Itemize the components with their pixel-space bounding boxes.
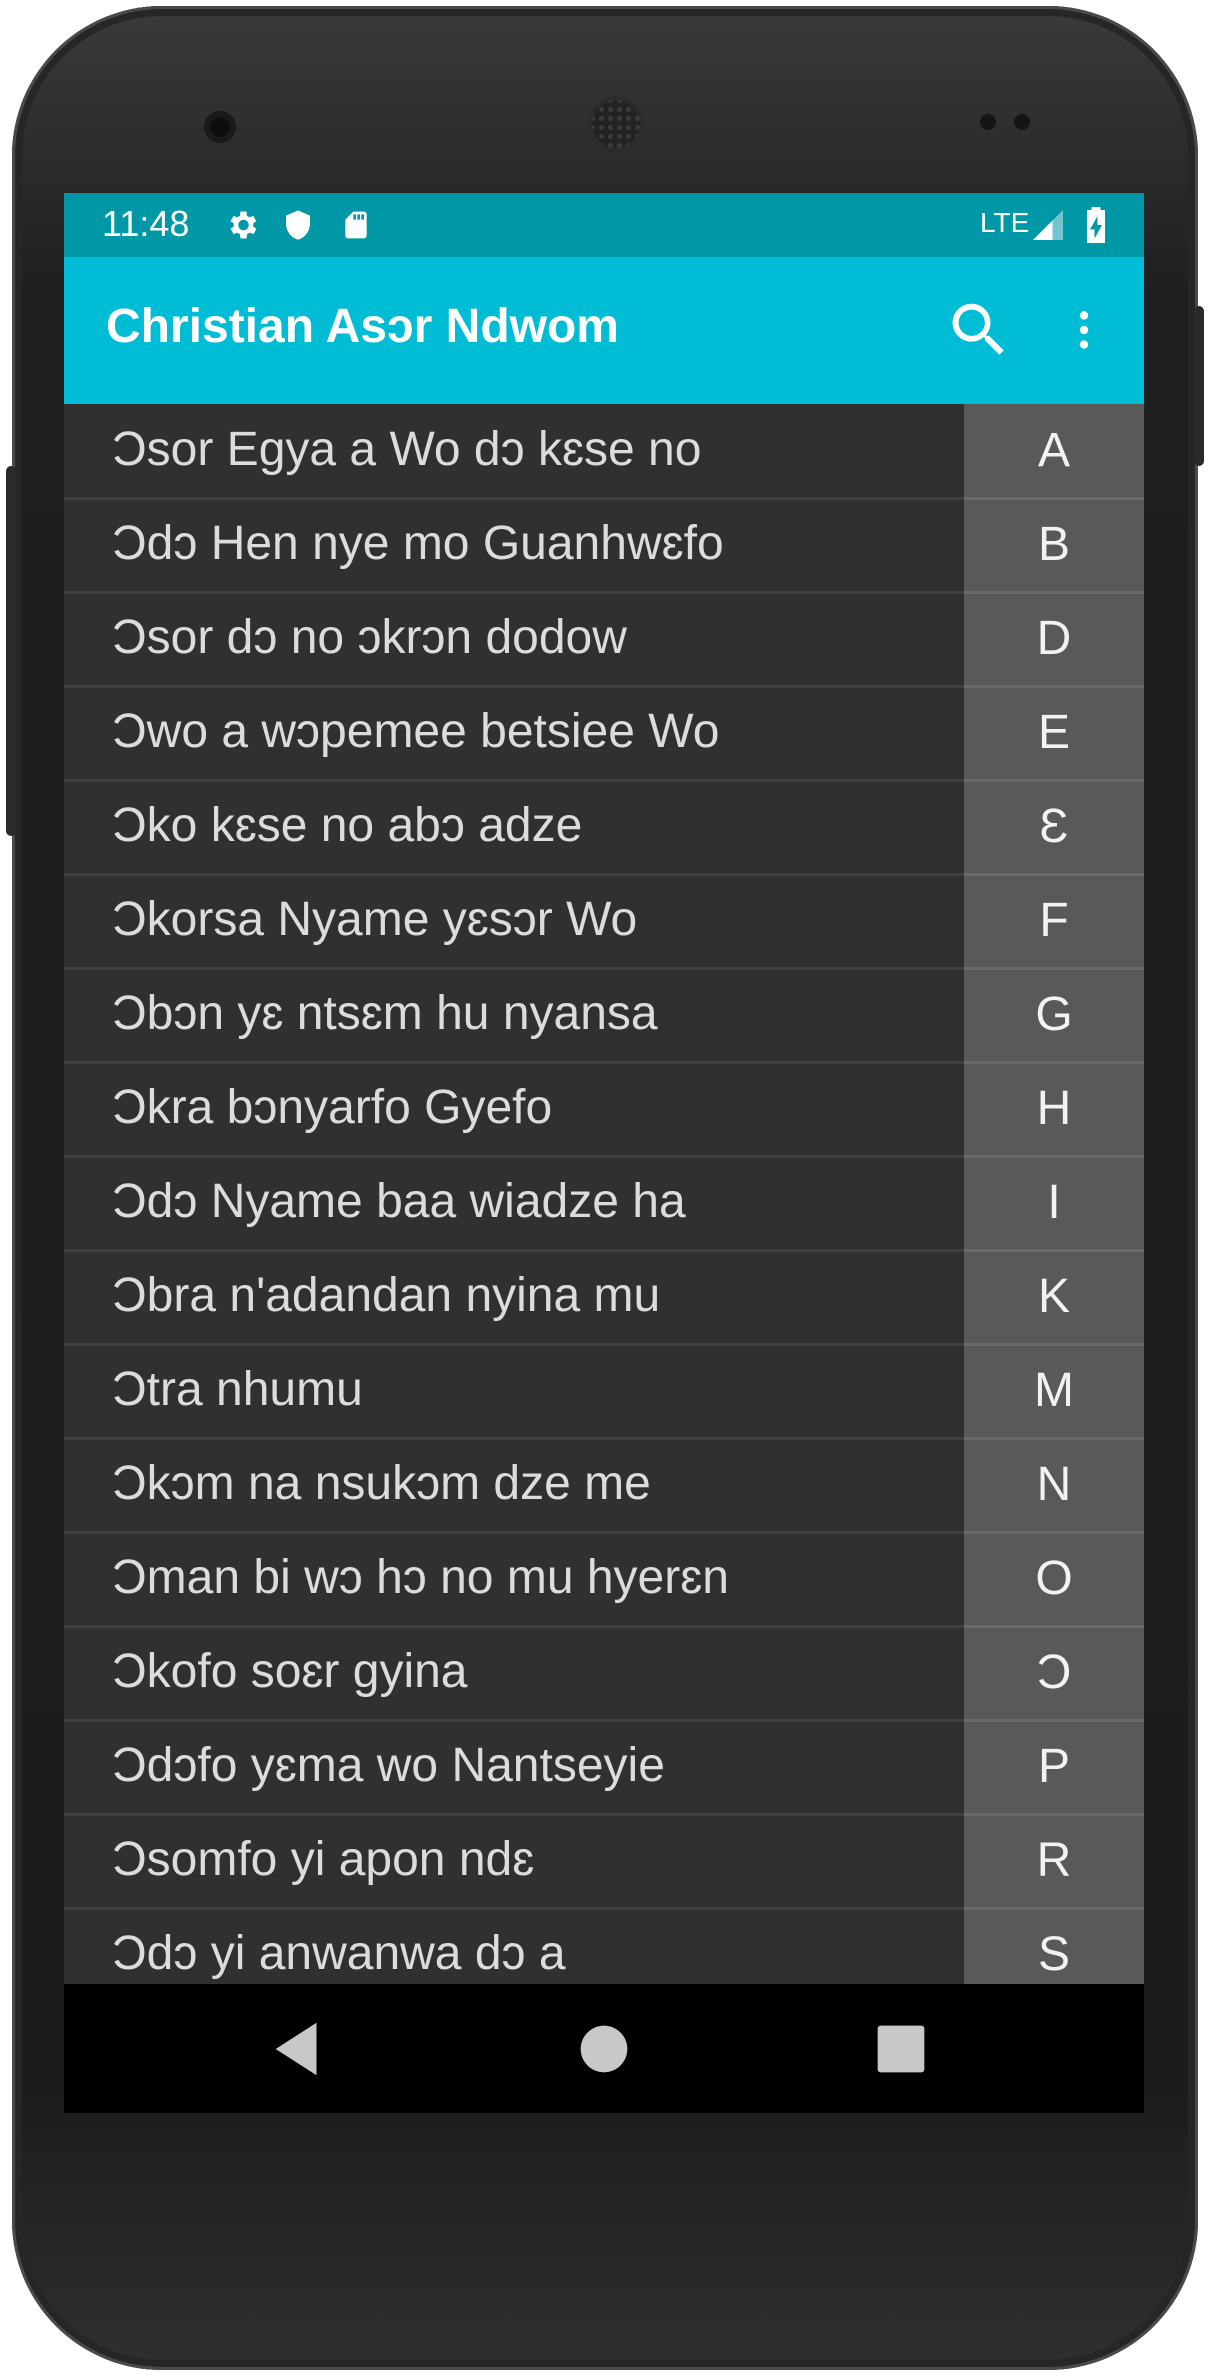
list-item[interactable]: [64, 874, 964, 970]
song-title: Ɔsor dɔ no ɔkrɔn dodow: [112, 611, 627, 664]
index-letter[interactable]: H: [964, 1062, 1144, 1158]
index-letter[interactable]: D: [964, 592, 1144, 688]
list-item[interactable]: [64, 1814, 964, 1910]
index-letter[interactable]: F: [964, 874, 1144, 970]
index-letter[interactable]: E: [964, 686, 1144, 782]
song-title: Ɔdɔ Hen nye mo Guanhwɛfo: [112, 517, 724, 570]
app-bar: [64, 257, 1144, 404]
list-item[interactable]: [64, 1720, 964, 1816]
nav-bar: [64, 1984, 1144, 2113]
list-item[interactable]: [64, 1156, 964, 1252]
home-icon[interactable]: [569, 2014, 639, 2084]
shield-icon: [282, 207, 314, 243]
light-sensor: [1014, 114, 1030, 130]
volume-button: [6, 466, 16, 836]
song-title: Ɔkɔm na nsukɔm dze me: [112, 1457, 651, 1510]
power-button: [1194, 306, 1204, 466]
song-title: Ɔko kɛse no abɔ adze: [112, 799, 583, 852]
more-vert-icon[interactable]: [1059, 295, 1109, 365]
status-bar: [64, 193, 1144, 257]
song-title: Ɔkra bɔnyarfo Gyefo: [112, 1081, 553, 1134]
list-item[interactable]: [64, 404, 964, 500]
list-item[interactable]: [64, 968, 964, 1064]
list-item[interactable]: [64, 780, 964, 876]
song-title: Ɔsor Egya a Wo dɔ kɛse no: [112, 423, 702, 476]
song-title: Ɔwo a wɔpemee betsiee Wo: [112, 705, 720, 758]
song-title: Ɔkorsa Nyame yɛsɔr Wo: [112, 893, 638, 946]
recents-icon[interactable]: [866, 2014, 936, 2084]
song-title: Ɔman bi wɔ hɔ no mu hyerɛn: [112, 1551, 729, 1604]
index-letter[interactable]: A: [964, 404, 1144, 500]
index-letter[interactable]: K: [964, 1250, 1144, 1346]
index-letter[interactable]: S: [964, 1908, 1144, 1984]
song-title: Ɔbɔn yɛ ntsɛm hu nyansa: [112, 987, 658, 1040]
screen: [64, 193, 1144, 2113]
song-title: Ɔsomfo yi apon ndɛ: [112, 1833, 535, 1886]
status-time: 11:48: [102, 203, 190, 244]
song-title: Ɔdɔ yi anwanwa dɔ a: [112, 1927, 566, 1980]
song-list[interactable]: [64, 404, 1144, 1984]
signal-icon: [1030, 207, 1066, 243]
list-item[interactable]: [64, 686, 964, 782]
list-item[interactable]: [64, 1438, 964, 1534]
list-item[interactable]: [64, 1344, 964, 1440]
index-letter[interactable]: Ɔ: [964, 1626, 1144, 1722]
earpiece-speaker: [588, 96, 644, 152]
list-item[interactable]: [64, 1250, 964, 1346]
song-title: Ɔtra nhumu: [112, 1363, 363, 1416]
song-title: Ɔdɔ Nyame baa wiadze ha: [112, 1175, 686, 1228]
list-item[interactable]: [64, 1532, 964, 1628]
proximity-sensor: [980, 114, 996, 130]
index-letter[interactable]: R: [964, 1814, 1144, 1910]
alphabet-index[interactable]: [964, 404, 1144, 1984]
list-item[interactable]: [64, 1908, 964, 1984]
front-camera: [204, 111, 236, 143]
search-icon[interactable]: [944, 295, 1014, 365]
index-letter[interactable]: N: [964, 1438, 1144, 1534]
index-letter[interactable]: I: [964, 1156, 1144, 1252]
sd-card-icon: [340, 207, 372, 243]
index-letter[interactable]: B: [964, 498, 1144, 594]
list-item[interactable]: [64, 1062, 964, 1158]
gear-icon: [224, 207, 260, 243]
index-letter[interactable]: Ɛ: [964, 780, 1144, 876]
index-letter[interactable]: M: [964, 1344, 1144, 1440]
song-title: Ɔdɔfo yɛma wo Nantseyie: [112, 1739, 665, 1792]
app-title: Christian Asɔr Ndwom: [106, 300, 619, 353]
song-title: Ɔbra n'adandan nyina mu: [112, 1269, 661, 1322]
list-item[interactable]: [64, 592, 964, 688]
battery-charging-icon: [1084, 207, 1108, 243]
index-letter[interactable]: O: [964, 1532, 1144, 1628]
network-type: LTE: [980, 207, 1030, 238]
back-icon[interactable]: [264, 2014, 334, 2084]
index-letter[interactable]: P: [964, 1720, 1144, 1816]
list-item[interactable]: [64, 498, 964, 594]
song-title: Ɔkofo soɛr gyina: [112, 1645, 468, 1698]
index-letter[interactable]: G: [964, 968, 1144, 1064]
list-item[interactable]: [64, 1626, 964, 1722]
